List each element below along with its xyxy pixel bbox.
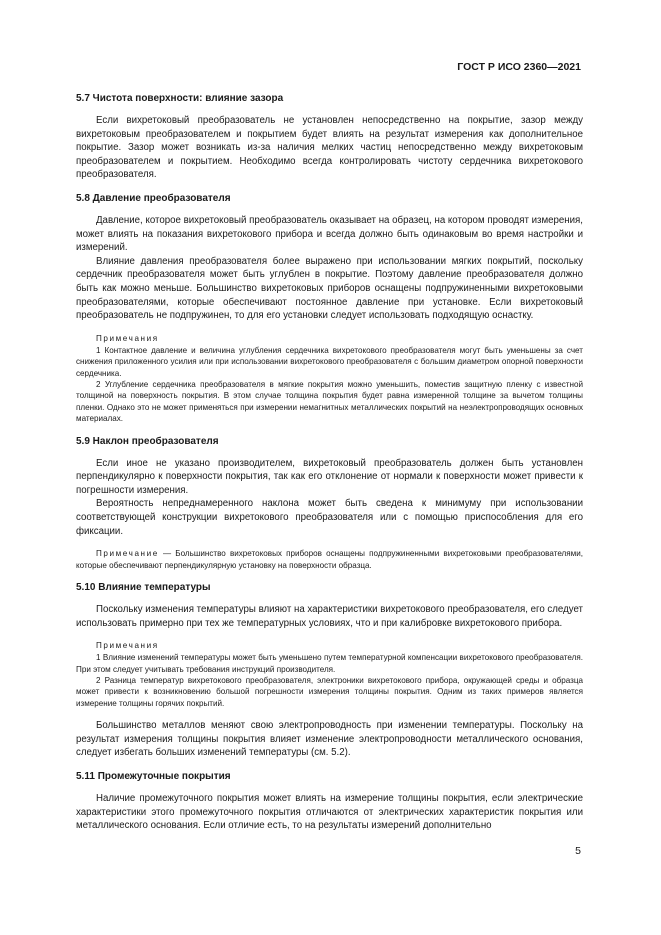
- paragraph: Вероятность непреднамеренного наклона может быть сведена к минимуму при использовании соответствующей конструкции вихретокового преобразователя или с помощью приспособления для его фиксации.: [76, 498, 583, 537]
- section-title: 5.9 Наклон преобразователя: [76, 435, 219, 447]
- notes-heading: Примечания: [96, 333, 159, 343]
- paragraph: Давление, которое вихретоковый преобразователь оказывает на образец, на котором проводят измерения, может влиять на показания вихретокового прибора и всегда должно быть одинаковым во время настройки и измерений.: [76, 214, 583, 254]
- note-text: — Большинство вихретоковых приборов оснащены подпружиненными вихретоковыми преобразователями, которые обеспечивают перпендикулярную установку на поверхности образца.: [76, 549, 583, 570]
- paragraph: Наличие промежуточного покрытия может влиять на измерение толщины покрытия, если электрические характеристики этого промежуточного покрытия отличаются от электрических характеристик покрытия или металлического основания. Если отличие есть, то на результаты измерений дополнительно: [76, 792, 583, 832]
- document-code: ГОСТ Р ИСО 2360—2021: [457, 61, 581, 73]
- note: [76, 548, 583, 571]
- note: 2 Углубление сердечника преобразователя в мягкие покрытия можно уменьшить, поместив защитную пленку с известной толщиной на поверхность покрытия. В этом случае толщина покрытия будет равна измеренной толщине за вычетом толщины пленки. Однако это не может применяться при измерении немагнитных металлических покрытий на неэлектропроводящих основных материалах.: [76, 379, 583, 424]
- paragraph: Влияние давления преобразователя более выражено при использовании мягких покрытий, поскольку сердечник преобразователя может быть углублен в покрытие. Поэтому давление преобразователя должно быть как можно меньше. Большинство вихретоковых приборов оснащены подпружиненными вихретоковыми преобразователями, которые обеспечивают постоянное давление при установке. Если вихретоковый преобразователь не подпружинен, то для его установки следует использовать подходящую оснастку.: [76, 255, 583, 322]
- note: 1 Контактное давление и величина углубления сердечника вихретокового преобразователя могут быть уменьшены за счет снижения приложенного усилия или при использовании вихретокового преобразователя с большим диаметром опорной поверхности сердечника.: [76, 345, 583, 378]
- page-number: 5: [575, 845, 581, 857]
- section-5-11: [76, 770, 583, 833]
- section-5-10: [76, 581, 583, 760]
- note: 1 Влияние изменений температуры может быть уменьшено путем температурной компенсации вихретокового преобразователя. При этом следует учитывать требования инструкций производителя.: [76, 653, 583, 674]
- note-label: Примечание: [96, 549, 159, 559]
- paragraph: Поскольку изменения температуры влияют на характеристики вихретокового преобразователя, его следует использовать примерно при тех же температурных условиях, что и при калибровке вихретокового прибора.: [76, 603, 583, 629]
- paragraph: Если вихретоковый преобразователь не установлен непосредственно на покрытие, зазор между вихретоковым преобразователем и покрытием будет влиять на результат измерения как дополнительное покрытие. Зазор может возникать из-за наличия мелких частиц непосредственно между вихретоковым преобразователем и покрытием. Необходимо всегда контролировать чистоту сердечника вихретокового преобразователя.: [76, 115, 583, 181]
- section-5-9: [76, 435, 583, 571]
- paragraph: Большинство металлов меняют свою электропроводность при изменении температуры. Поскольку на результат измерения толщины покрытия влияет изменение электропроводности металлического основания, следует избегать больших изменений температуры (см. 5.2).: [76, 720, 583, 759]
- section-title: 5.10 Влияние температуры: [76, 581, 211, 593]
- section-title: 5.11 Промежуточные покрытия: [76, 770, 231, 782]
- section-5-7: [76, 92, 583, 182]
- notes-heading: Примечания: [96, 641, 159, 651]
- paragraph: Если иное не указано производителем, вихретоковый преобразователь должен быть установлен перпендикулярно к поверхности покрытия, так как его отклонение от нормали к поверхности может привести к погрешности измерения.: [76, 457, 583, 496]
- section-title: 5.7 Чистота поверхности: влияние зазора: [76, 93, 284, 104]
- section-title: 5.8 Давление преобразователя: [76, 192, 231, 204]
- section-5-8: [76, 192, 583, 425]
- note: 2 Разница температур вихретокового преобразователя, электроники вихретокового прибора, окружающей среды и образца может привести к возникновению большой погрешности измерения толщины покрытия. Одним из таких примеров является измерение толщины горячих покрытий.: [76, 675, 583, 708]
- page-content: [76, 92, 583, 843]
